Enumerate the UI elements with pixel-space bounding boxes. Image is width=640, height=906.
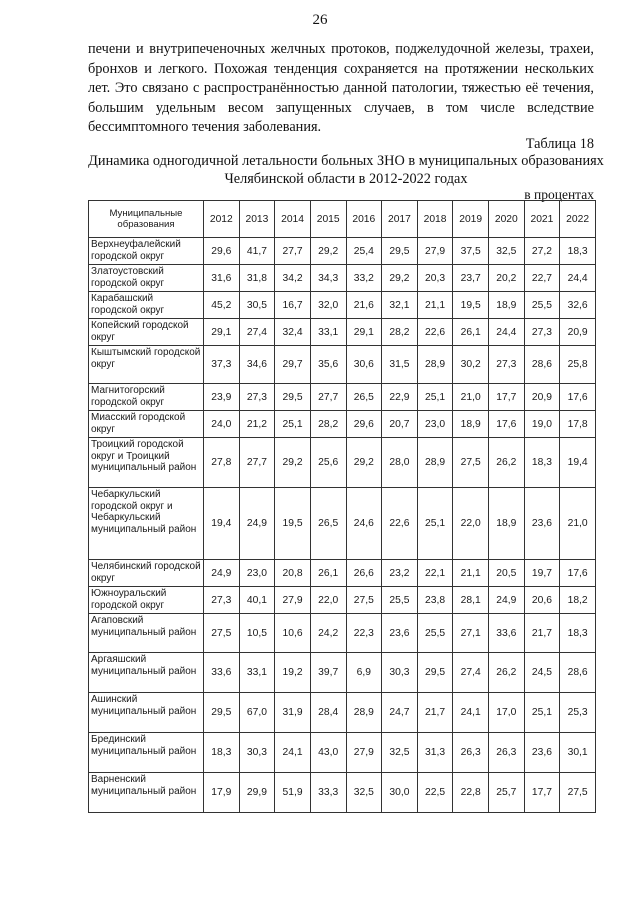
mortality-value: 27,3: [204, 587, 240, 614]
mortality-value: 24,2: [310, 614, 346, 653]
mortality-value: 20,6: [524, 587, 560, 614]
mortality-value: 28,9: [346, 693, 382, 733]
municipality-name: Челябинский городской округ: [89, 560, 204, 587]
mortality-value: 18,3: [204, 733, 240, 773]
mortality-value: 24,9: [204, 560, 240, 587]
mortality-value: 32,5: [382, 733, 418, 773]
mortality-value: 17,6: [560, 560, 596, 587]
mortality-value: 29,2: [310, 238, 346, 265]
mortality-value: 28,9: [417, 346, 453, 384]
mortality-value: 25,7: [489, 773, 525, 813]
mortality-value: 22,9: [382, 384, 418, 411]
mortality-value: 34,2: [275, 265, 311, 292]
municipality-name: Чебаркульский городской округ и Чебаркульский муниципальный район: [89, 488, 204, 560]
mortality-value: 22,3: [346, 614, 382, 653]
mortality-value: 27,1: [453, 614, 489, 653]
table-row: [89, 560, 596, 587]
header-year: 2020: [489, 201, 525, 238]
mortality-value: 25,5: [382, 587, 418, 614]
mortality-value: 18,3: [560, 614, 596, 653]
table-body: [89, 238, 596, 813]
mortality-value: 23,6: [382, 614, 418, 653]
mortality-value: 31,6: [204, 265, 240, 292]
mortality-value: 17,8: [560, 411, 596, 438]
mortality-value: 18,3: [560, 238, 596, 265]
mortality-value: 27,7: [239, 438, 275, 488]
mortality-value: 26,5: [310, 488, 346, 560]
mortality-value: 19,0: [524, 411, 560, 438]
mortality-value: 23,7: [453, 265, 489, 292]
municipality-name: Агаповский муниципальный район: [89, 614, 204, 653]
mortality-value: 28,6: [524, 346, 560, 384]
mortality-value: 27,9: [417, 238, 453, 265]
mortality-value: 17,6: [489, 411, 525, 438]
header-year: 2014: [275, 201, 311, 238]
mortality-value: 41,7: [239, 238, 275, 265]
mortality-value: 29,2: [346, 438, 382, 488]
mortality-value: 27,7: [275, 238, 311, 265]
mortality-value: 22,8: [453, 773, 489, 813]
mortality-value: 23,8: [417, 587, 453, 614]
mortality-value: 20,7: [382, 411, 418, 438]
table-header-row: [89, 201, 596, 238]
mortality-value: 30,2: [453, 346, 489, 384]
mortality-value: 25,8: [560, 346, 596, 384]
mortality-value: 27,5: [560, 773, 596, 813]
mortality-value: 25,1: [524, 693, 560, 733]
mortality-value: 30,1: [560, 733, 596, 773]
mortality-value: 30,6: [346, 346, 382, 384]
mortality-value: 17,7: [489, 384, 525, 411]
table-row: [89, 292, 596, 319]
mortality-value: 25,1: [417, 384, 453, 411]
mortality-value: 20,3: [417, 265, 453, 292]
mortality-value: 26,2: [489, 653, 525, 693]
municipality-name: Верхнеуфалейский городской округ: [89, 238, 204, 265]
mortality-value: 29,2: [382, 265, 418, 292]
mortality-value: 19,7: [524, 560, 560, 587]
mortality-value: 26,1: [453, 319, 489, 346]
mortality-value: 23,9: [204, 384, 240, 411]
mortality-value: 32,1: [382, 292, 418, 319]
municipality-name: Златоустовский городской округ: [89, 265, 204, 292]
mortality-value: 26,3: [489, 733, 525, 773]
mortality-value: 24,4: [560, 265, 596, 292]
mortality-value: 28,1: [453, 587, 489, 614]
mortality-value: 21,0: [453, 384, 489, 411]
mortality-value: 20,2: [489, 265, 525, 292]
mortality-value: 20,5: [489, 560, 525, 587]
mortality-value: 33,1: [310, 319, 346, 346]
mortality-value: 24,4: [489, 319, 525, 346]
mortality-value: 24,1: [453, 693, 489, 733]
municipality-name: Копейский городской округ: [89, 319, 204, 346]
mortality-value: 21,7: [524, 614, 560, 653]
mortality-value: 32,5: [489, 238, 525, 265]
mortality-value: 31,9: [275, 693, 311, 733]
mortality-value: 31,5: [382, 346, 418, 384]
mortality-value: 29,1: [346, 319, 382, 346]
mortality-value: 25,5: [524, 292, 560, 319]
municipality-name: Карабашский городской округ: [89, 292, 204, 319]
table-row: [89, 488, 596, 560]
mortality-value: 33,2: [346, 265, 382, 292]
mortality-value: 27,4: [239, 319, 275, 346]
municipality-name: Кыштымский городской округ: [89, 346, 204, 384]
mortality-value: 29,5: [417, 653, 453, 693]
municipality-name: Варненский муниципальный район: [89, 773, 204, 813]
mortality-value: 29,5: [275, 384, 311, 411]
mortality-value: 28,2: [310, 411, 346, 438]
mortality-value: 19,2: [275, 653, 311, 693]
mortality-value: 27,3: [239, 384, 275, 411]
table-row: [89, 438, 596, 488]
mortality-value: 32,0: [310, 292, 346, 319]
table-row: [89, 587, 596, 614]
mortality-value: 17,6: [560, 384, 596, 411]
header-year: 2016: [346, 201, 382, 238]
mortality-value: 27,3: [489, 346, 525, 384]
mortality-value: 22,7: [524, 265, 560, 292]
mortality-value: 24,6: [346, 488, 382, 560]
table-row: [89, 733, 596, 773]
mortality-value: 33,6: [489, 614, 525, 653]
mortality-value: 29,6: [346, 411, 382, 438]
mortality-value: 26,6: [346, 560, 382, 587]
header-year: 2015: [310, 201, 346, 238]
mortality-value: 22,6: [382, 488, 418, 560]
municipality-name: Троицкий городской округ и Троицкий муниципальный район: [89, 438, 204, 488]
mortality-value: 34,6: [239, 346, 275, 384]
mortality-value: 10,5: [239, 614, 275, 653]
mortality-value: 19,4: [204, 488, 240, 560]
mortality-value: 24,1: [275, 733, 311, 773]
mortality-value: 19,5: [275, 488, 311, 560]
mortality-value: 10,6: [275, 614, 311, 653]
mortality-value: 22,0: [453, 488, 489, 560]
mortality-value: 29,9: [239, 773, 275, 813]
table-title: Динамика одногодичной летальности больных ЗНО в муниципальных образованиях Челябинской области в 2012-2022 годах: [88, 153, 604, 187]
mortality-value: 34,3: [310, 265, 346, 292]
mortality-value: 24,9: [489, 587, 525, 614]
mortality-value: 25,1: [417, 488, 453, 560]
mortality-value: 31,8: [239, 265, 275, 292]
mortality-value: 27,2: [524, 238, 560, 265]
mortality-value: 32,5: [346, 773, 382, 813]
mortality-value: 32,4: [275, 319, 311, 346]
mortality-value: 16,7: [275, 292, 311, 319]
municipality-name: Южноуральский городской округ: [89, 587, 204, 614]
mortality-value: 20,9: [560, 319, 596, 346]
mortality-value: 18,9: [453, 411, 489, 438]
mortality-value: 24,5: [524, 653, 560, 693]
mortality-value: 21,0: [560, 488, 596, 560]
header-year: 2022: [560, 201, 596, 238]
mortality-value: 51,9: [275, 773, 311, 813]
mortality-value: 21,1: [453, 560, 489, 587]
table-row: [89, 384, 596, 411]
mortality-value: 23,6: [524, 488, 560, 560]
header-year: 2013: [239, 201, 275, 238]
mortality-value: 37,3: [204, 346, 240, 384]
mortality-value: 27,5: [453, 438, 489, 488]
mortality-value: 27,9: [275, 587, 311, 614]
municipality-name: Брединский муниципальный район: [89, 733, 204, 773]
mortality-value: 28,2: [382, 319, 418, 346]
mortality-value: 39,7: [310, 653, 346, 693]
mortality-value: 31,3: [417, 733, 453, 773]
mortality-value: 37,5: [453, 238, 489, 265]
mortality-value: 29,1: [204, 319, 240, 346]
mortality-value: 27,8: [204, 438, 240, 488]
table-row: [89, 319, 596, 346]
mortality-value: 21,7: [417, 693, 453, 733]
mortality-value: 28,9: [417, 438, 453, 488]
mortality-value: 18,3: [524, 438, 560, 488]
mortality-value: 25,3: [560, 693, 596, 733]
table-row: [89, 238, 596, 265]
mortality-value: 24,0: [204, 411, 240, 438]
mortality-value: 35,6: [310, 346, 346, 384]
table-row: [89, 773, 596, 813]
header-year: 2017: [382, 201, 418, 238]
mortality-value: 26,1: [310, 560, 346, 587]
mortality-value: 26,5: [346, 384, 382, 411]
mortality-value: 27,7: [310, 384, 346, 411]
header-year: 2012: [204, 201, 240, 238]
mortality-value: 24,7: [382, 693, 418, 733]
mortality-value: 21,1: [417, 292, 453, 319]
mortality-value: 33,3: [310, 773, 346, 813]
mortality-value: 30,0: [382, 773, 418, 813]
mortality-value: 22,6: [417, 319, 453, 346]
mortality-value: 32,6: [560, 292, 596, 319]
mortality-value: 23,0: [239, 560, 275, 587]
mortality-value: 30,3: [239, 733, 275, 773]
mortality-value: 25,6: [310, 438, 346, 488]
mortality-value: 17,9: [204, 773, 240, 813]
mortality-value: 25,1: [275, 411, 311, 438]
mortality-value: 18,2: [560, 587, 596, 614]
header-year: 2021: [524, 201, 560, 238]
mortality-value: 33,1: [239, 653, 275, 693]
mortality-value: 67,0: [239, 693, 275, 733]
table-row: [89, 411, 596, 438]
mortality-value: 24,9: [239, 488, 275, 560]
mortality-value: 23,0: [417, 411, 453, 438]
mortality-value: 45,2: [204, 292, 240, 319]
mortality-value: 27,5: [346, 587, 382, 614]
table-row: [89, 265, 596, 292]
mortality-value: 18,9: [489, 488, 525, 560]
municipality-name: Магнитогорский городской округ: [89, 384, 204, 411]
mortality-value: 19,5: [453, 292, 489, 319]
mortality-value: 27,3: [524, 319, 560, 346]
table-row: [89, 614, 596, 653]
table-row: [89, 346, 596, 384]
header-year: 2018: [417, 201, 453, 238]
mortality-value: 28,6: [560, 653, 596, 693]
mortality-value: 28,4: [310, 693, 346, 733]
header-year: 2019: [453, 201, 489, 238]
mortality-value: 17,7: [524, 773, 560, 813]
table-row: [89, 693, 596, 733]
header-municipality: Муниципальные образования: [89, 201, 204, 238]
mortality-value: 40,1: [239, 587, 275, 614]
mortality-value: 22,0: [310, 587, 346, 614]
mortality-value: 27,4: [453, 653, 489, 693]
table-number: Таблица 18: [525, 136, 594, 152]
mortality-value: 29,5: [382, 238, 418, 265]
mortality-value: 22,5: [417, 773, 453, 813]
mortality-value: 19,4: [560, 438, 596, 488]
mortality-value: 27,5: [204, 614, 240, 653]
mortality-value: 26,3: [453, 733, 489, 773]
mortality-value: 21,6: [346, 292, 382, 319]
mortality-value: 18,9: [489, 292, 525, 319]
mortality-table: [88, 200, 596, 813]
mortality-value: 29,2: [275, 438, 311, 488]
municipality-name: Ашинский муниципальный район: [89, 693, 204, 733]
table-units: в процентах: [524, 187, 594, 202]
mortality-value: 23,2: [382, 560, 418, 587]
mortality-value: 33,6: [204, 653, 240, 693]
mortality-value: 6,9: [346, 653, 382, 693]
mortality-value: 29,7: [275, 346, 311, 384]
mortality-value: 28,0: [382, 438, 418, 488]
mortality-value: 22,1: [417, 560, 453, 587]
mortality-value: 20,9: [524, 384, 560, 411]
mortality-value: 27,9: [346, 733, 382, 773]
mortality-value: 23,6: [524, 733, 560, 773]
mortality-value: 21,2: [239, 411, 275, 438]
mortality-value: 17,0: [489, 693, 525, 733]
mortality-value: 30,5: [239, 292, 275, 319]
mortality-value: 43,0: [310, 733, 346, 773]
mortality-value: 29,5: [204, 693, 240, 733]
body-paragraph: печени и внутрипеченочных желчных протоков, поджелудочной железы, трахеи, бронхов и легкого. Похожая тенденция сохраняется на протяжении нескольких лет. Это связано с распространённостью данной патологии, тяжестью её течения, большим удельным весом запущенных случаев, в том числе вследствие бессимптомного течения заболевания.: [88, 41, 594, 135]
mortality-value: 25,5: [417, 614, 453, 653]
mortality-value: 29,6: [204, 238, 240, 265]
mortality-value: 20,8: [275, 560, 311, 587]
page-number: 26: [312, 12, 328, 28]
table-row: [89, 653, 596, 693]
mortality-value: 25,4: [346, 238, 382, 265]
mortality-value: 30,3: [382, 653, 418, 693]
mortality-value: 26,2: [489, 438, 525, 488]
municipality-name: Миасский городской округ: [89, 411, 204, 438]
municipality-name: Аргаяшский муниципальный район: [89, 653, 204, 693]
